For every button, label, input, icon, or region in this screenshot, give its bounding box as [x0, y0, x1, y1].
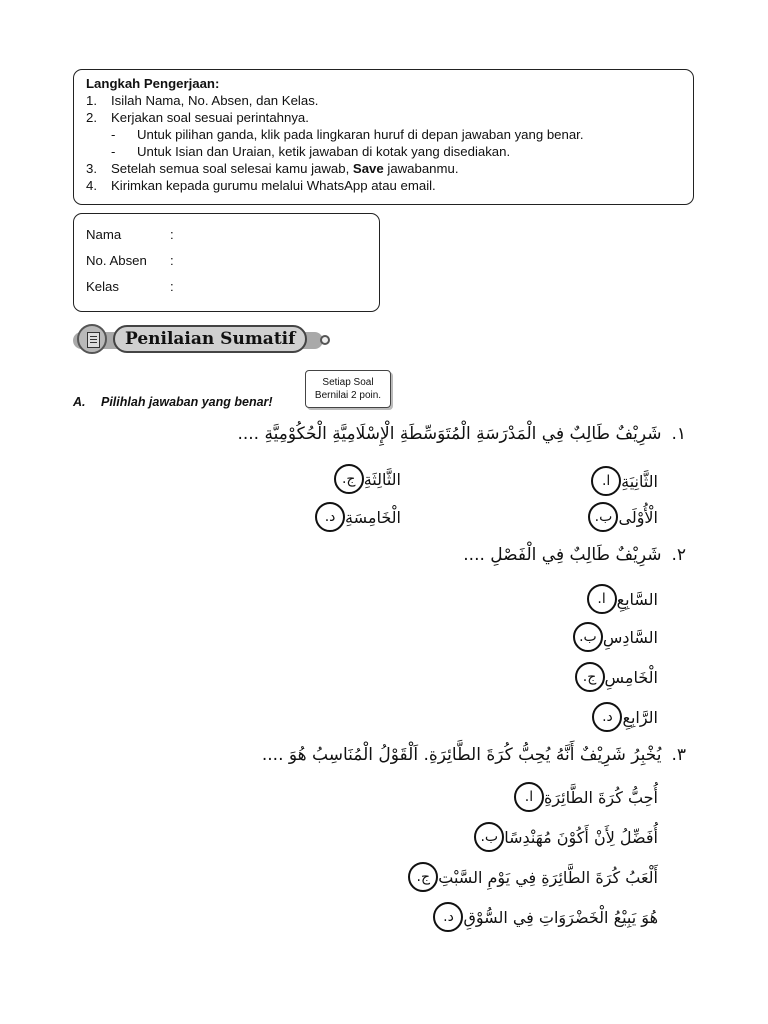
step-number: 4.	[86, 178, 97, 193]
question-number: ٣.	[671, 745, 686, 765]
option-1b[interactable]	[588, 502, 668, 532]
option-text: الثَّالِثَةِ	[363, 469, 401, 489]
question-2	[463, 545, 686, 565]
option-text: السَّابِعِ	[616, 589, 658, 609]
instruction-step	[86, 92, 681, 109]
option-letter-circle[interactable]: ج.	[334, 464, 364, 494]
section-heading	[73, 395, 273, 409]
option-text: الْخَامِسِ	[604, 667, 658, 687]
instructions-title: Langkah Pengerjaan:	[86, 76, 220, 91]
question-1	[237, 424, 686, 444]
option-letter-circle[interactable]: د.	[592, 702, 622, 732]
option-letter-circle[interactable]: ا.	[514, 782, 544, 812]
step-text: Isilah Nama, No. Absen, dan Kelas.	[111, 93, 319, 108]
option-1a[interactable]	[591, 466, 668, 496]
substep-text: Untuk Isian dan Uraian, ketik jawaban di kotak yang disediakan.	[137, 144, 511, 159]
option-letter-circle[interactable]: ب.	[474, 822, 504, 852]
name-label: Nama	[86, 227, 122, 242]
points-note	[305, 370, 391, 408]
section-banner	[73, 322, 328, 358]
kelas-field[interactable]	[86, 279, 367, 305]
section-instruction: Pilihlah jawaban yang benar!	[101, 395, 273, 409]
option-3b[interactable]	[474, 822, 668, 852]
option-2a[interactable]	[587, 584, 668, 614]
option-letter-circle[interactable]: ج.	[575, 662, 605, 692]
option-2c[interactable]	[575, 662, 669, 692]
instruction-substep	[86, 126, 681, 143]
option-letter-circle[interactable]: ا.	[591, 466, 621, 496]
step-text: Kerjakan soal sesuai perintahnya.	[111, 110, 309, 125]
option-letter-circle[interactable]: ج.	[408, 862, 438, 892]
save-keyword: Save	[352, 161, 384, 176]
option-1d[interactable]	[315, 502, 411, 532]
step-number: 3.	[86, 161, 97, 176]
option-letter-circle[interactable]: ب.	[588, 502, 618, 532]
banner-knob-icon	[320, 335, 330, 345]
question-text: يُخْبِرُ شَرِيْفٌ أَنَّهُ يُحِبُّ كُرَةَ الطَّائِرَةِ. اَلْقَوْلُ الْمُنَاسِبُ هُوَ ....	[261, 745, 662, 765]
option-2d[interactable]	[592, 702, 668, 732]
substep-dash: -	[111, 144, 116, 159]
points-line-2: Bernilai 2 poin.	[314, 390, 382, 401]
option-text: هُوَ يَبِيْعُ الْخَضْرَوَاتِ فِي السُّوْقِ	[463, 907, 658, 927]
absen-field[interactable]	[86, 253, 367, 279]
absen-colon: :	[170, 253, 174, 268]
question-3	[262, 745, 686, 765]
instructions-box	[73, 69, 694, 205]
absen-label: No. Absen	[86, 253, 147, 268]
section-letter: A.	[73, 395, 86, 409]
question-text: شَرِيْفٌ طَالِبٌ فِي الْفَصْلِ ....	[463, 545, 662, 565]
notebook-icon	[77, 324, 107, 354]
option-text: أَلْعَبُ كُرَةَ الطَّائِرَةِ فِي يَوْمِ السَّبْتِ	[438, 867, 658, 887]
substep-dash: -	[111, 127, 116, 142]
step-text: Kirimkan kepada gurumu melalui WhatsApp atau email.	[111, 178, 436, 193]
identity-box	[73, 213, 380, 312]
instruction-step	[86, 160, 681, 177]
instruction-step	[86, 177, 681, 194]
option-letter-circle[interactable]: ا.	[587, 584, 617, 614]
option-2b[interactable]	[573, 622, 668, 652]
option-3a[interactable]	[514, 782, 668, 812]
question-number: ٢.	[671, 545, 686, 565]
option-text: السَّادِسِ	[602, 627, 658, 647]
option-1c[interactable]	[334, 464, 411, 494]
step-text-before: Setelah semua soal selesai kamu jawab,	[111, 161, 353, 176]
instruction-substep	[86, 143, 681, 160]
step-text-after: jawabanmu.	[383, 161, 459, 176]
option-letter-circle[interactable]: ب.	[573, 622, 603, 652]
option-3c[interactable]	[408, 862, 668, 892]
kelas-label: Kelas	[86, 279, 119, 294]
option-letter-circle[interactable]: د.	[433, 902, 463, 932]
option-text: الرَّابِعِ	[622, 707, 658, 727]
question-text: شَرِيْفٌ طَالِبٌ فِي الْمَدْرَسَةِ الْمُتَوَسِّطَةِ الْإِسْلَامِيَّةِ الْحُكُوْمِيَّةِ ....	[237, 424, 662, 444]
option-text: الثَّانِيَةِ	[621, 471, 658, 491]
name-field[interactable]	[86, 227, 367, 253]
option-text: أُفَضِّلُ لِأَنْ أَكُوْنَ مُهَنْدِسًا	[504, 827, 658, 847]
kelas-colon: :	[170, 279, 174, 294]
step-number: 1.	[86, 93, 97, 108]
banner-title: Penilaian Sumatif	[113, 325, 307, 353]
option-3d[interactable]	[433, 902, 668, 932]
option-text: أُحِبُّ كُرَةَ الطَّائِرَةِ	[543, 787, 658, 807]
substep-text: Untuk pilihan ganda, klik pada lingkaran huruf di depan jawaban yang benar.	[137, 127, 584, 142]
instruction-step	[86, 109, 681, 126]
step-number: 2.	[86, 110, 97, 125]
option-text: الْأُوْلَى	[618, 507, 658, 527]
points-line-1: Setiap Soal	[322, 377, 374, 388]
option-letter-circle[interactable]: د.	[315, 502, 345, 532]
step-text	[111, 160, 459, 177]
question-number: ١.	[671, 424, 686, 444]
name-colon: :	[170, 227, 174, 242]
option-text: الْخَامِسَةِ	[345, 507, 401, 527]
